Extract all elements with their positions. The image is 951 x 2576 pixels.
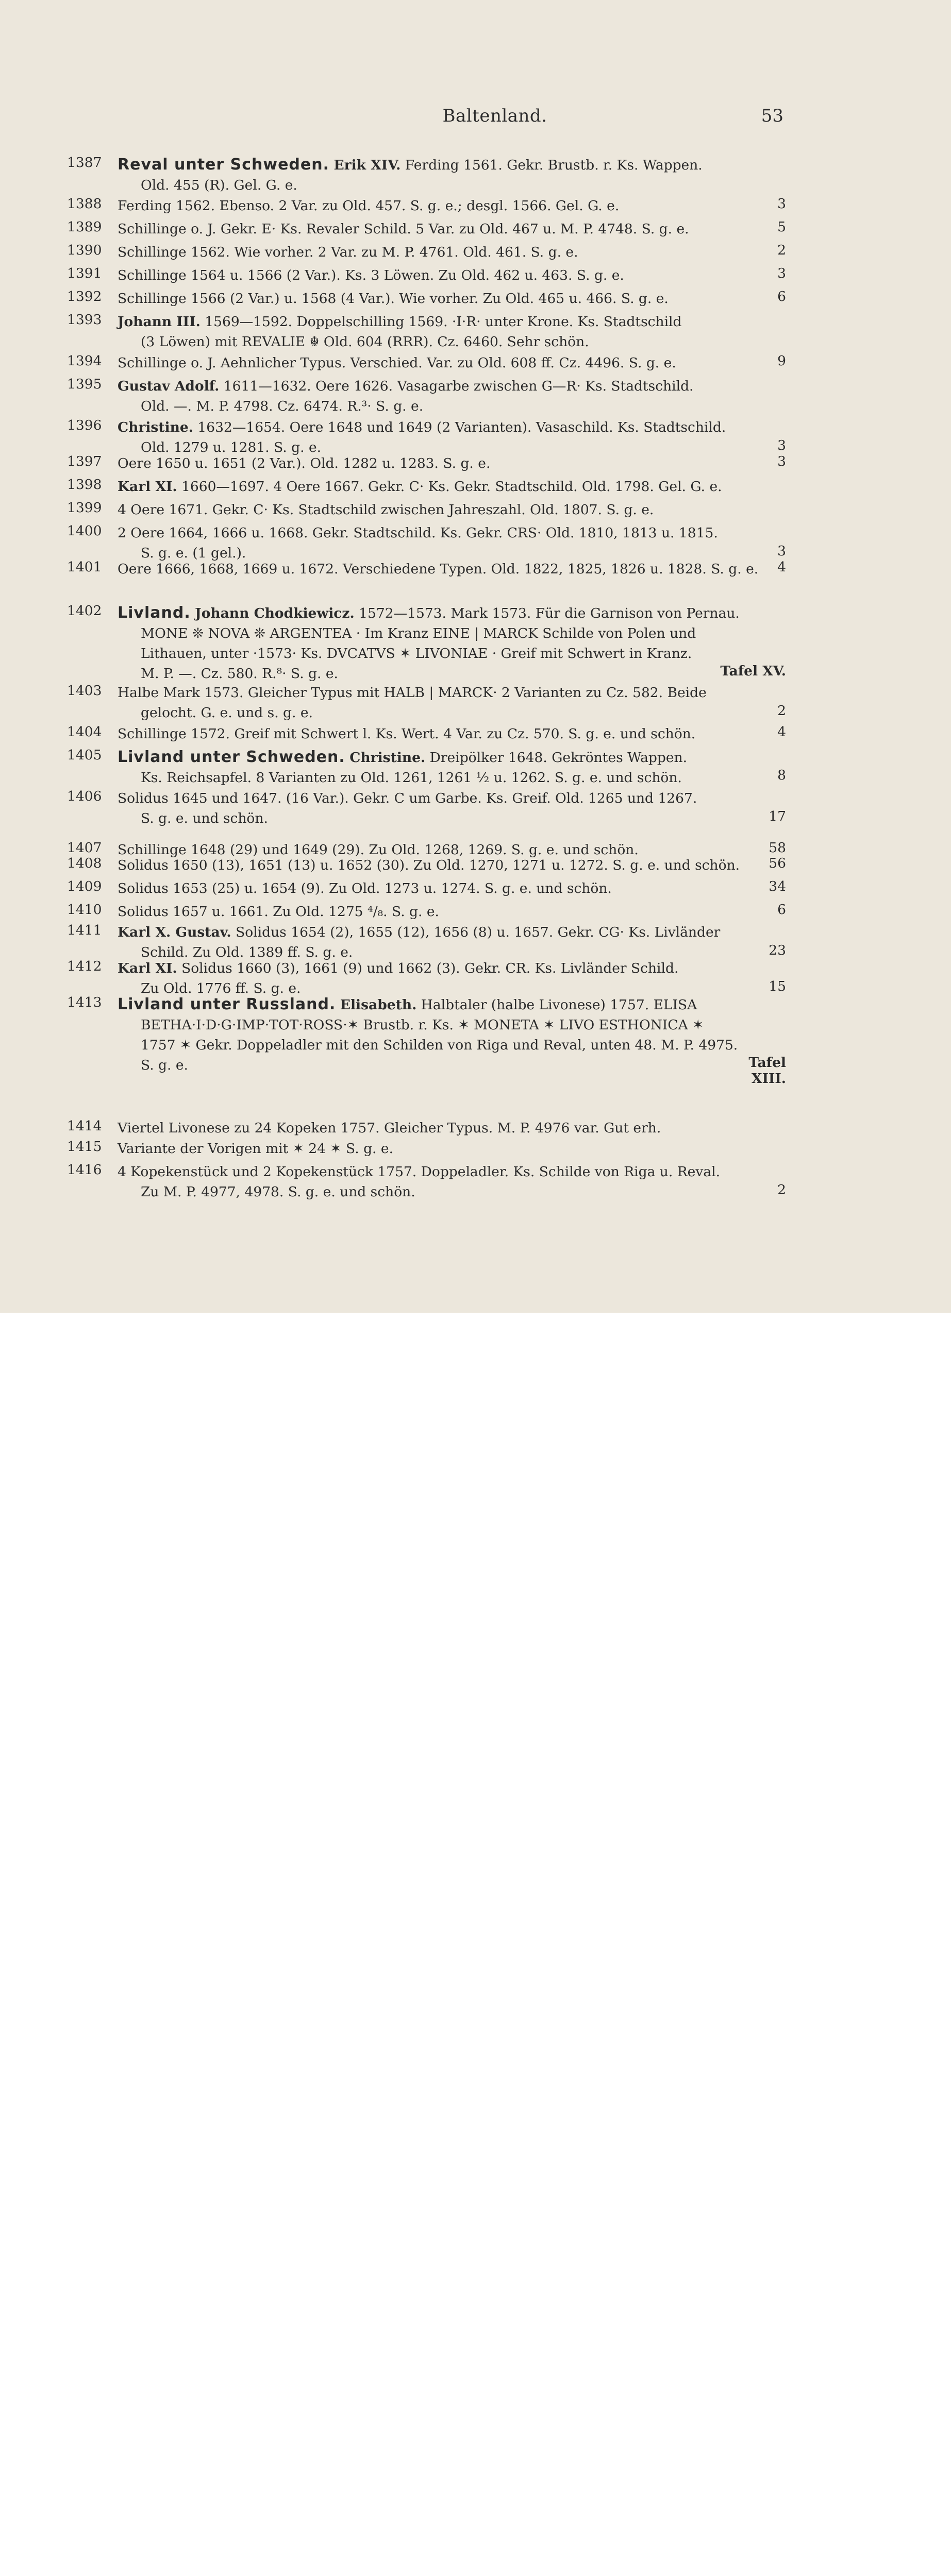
entry-segment: Schillinge o. J. Aehnlicher Typus. Verschied. Var. zu Old. 608 ff. Cz. 4496. S. g. e. [118,355,676,371]
entry-segment: 4 Oere 1671. Gekr. C· Ks. Stadtschild zwischen Jahreszahl. Old. 1807. S. g. e. [118,502,654,518]
entry-segment: Schillinge 1572. Greif mit Schwert l. Ks. Wert. 4 Var. zu Cz. 570. S. g. e. und schön. [118,726,696,742]
entry-number: 1401 [67,559,102,575]
entry-segment: MONE ❊ NOVA ❊ ARGENTEA · Im Kranz EINE | MARCK Schilde von Polen und [141,625,696,641]
running-title: Baltenland. [442,106,547,126]
entry-text [118,500,758,520]
entry-segment: Old. 1279 u. 1281. S. g. e. [141,439,322,455]
entry-line [118,643,758,664]
entry-segment: Halbe Mark 1573. Gleicher Typus mit HALB | MARCK· 2 Varianten zu Cz. 582. Beide [118,685,707,701]
entry-line [118,523,758,543]
entry-text [118,1118,758,1138]
entry-line [118,1015,758,1035]
ruler-name: Elisabeth. [340,997,417,1013]
ruler-name: Christine. [349,750,426,766]
entry-text [118,902,758,922]
entry-segment: Dreipölker 1648. Gekröntes Wappen. [425,750,687,766]
entry-count: 6 [777,289,786,304]
entry-line [118,994,758,1015]
ruler-name: Erik XIV. [333,157,401,173]
entry-line [118,788,758,808]
entry-line [118,1162,758,1182]
entry-segment: S. g. e. und schön. [141,810,268,826]
entry-segment: Oere 1666, 1668, 1669 u. 1672. Verschiedene Typen. Old. 1822, 1825, 1826 u. 1828. S. g. e. [118,561,759,577]
entry-segment: Ks. Reichsapfel. 8 Varianten zu Old. 1261, 1261 ½ u. 1262. S. g. e. und schön. [141,770,682,786]
entry-number: 1411 [67,922,102,938]
entry-segment: Ferding 1562. Ebenso. 2 Var. zu Old. 457. S. g. e.; desgl. 1566. Gel. G. e. [118,198,620,214]
entry-text [118,196,758,216]
entry-line [118,1182,758,1202]
entry-line [118,219,758,239]
entry-segment: Schillinge 1564 u. 1566 (2 Var.). Ks. 3 Löwen. Zu Old. 462 u. 463. S. g. e. [118,267,624,283]
entry-count: 2 [777,703,786,719]
entry-text [118,747,758,788]
entry-count: 4 [777,724,786,740]
section-heading: Reval unter Schweden. [118,156,329,174]
section-heading: Livland. [118,604,191,622]
entry-line [118,768,758,788]
entry-number: 1392 [67,289,102,304]
entry-count: 6 [777,902,786,918]
entry-number: 1398 [67,477,102,493]
entry-segment: Solidus 1653 (25) u. 1654 (9). Zu Old. 1273 u. 1274. S. g. e. und schön. [118,880,612,896]
entry-text [118,155,758,195]
entry-text [118,603,758,684]
entry-line [118,1118,758,1138]
entry-count: 3 [777,437,786,453]
ruler-name: Christine. [118,419,193,435]
entry-line [118,417,758,437]
entry-line [118,808,758,828]
entry-text [118,453,758,473]
entry-number: 1412 [67,958,102,974]
entry-number: 1390 [67,242,102,258]
entry-line [118,922,758,942]
entry-count: 2 [777,1182,786,1198]
entry-segment [191,605,195,621]
entry-text [118,417,758,457]
entry-line [118,155,758,175]
entry-line [118,1035,758,1055]
entry-count: 3 [777,265,786,281]
entry-segment: 1611—1632. Oere 1626. Vasagarbe zwischen G—R· Ks. Stadtschild. [219,378,694,394]
entry-line [118,376,758,396]
entry-number: 1407 [67,840,102,856]
entry-segment: Solidus 1650 (13), 1651 (13) u. 1652 (30). Zu Old. 1270, 1271 u. 1272. S. g. e. und schön. [118,857,740,873]
entry-count: 23 [769,942,786,958]
entry-text [118,878,758,899]
entry-number: 1391 [67,265,102,281]
entry-line [118,703,758,723]
entry-number: 1399 [67,500,102,516]
ruler-name: Gustav Adolf. [118,378,220,394]
entry-line [118,500,758,520]
plate-reference: Tafel XIII. [748,1055,786,1087]
entry-count: 15 [769,978,786,994]
ruler-name: Karl XI. [118,479,177,495]
entry-text [118,1162,758,1202]
entry-segment: S. g. e. (1 gel.). [141,545,246,561]
entry-line [118,724,758,744]
entry-number: 1396 [67,417,102,433]
entry-line [118,332,758,352]
plate-reference: Tafel XV. [720,663,786,679]
entry-count: 17 [769,808,786,824]
entry-line [118,353,758,373]
entry-segment: S. g. e. [141,1057,188,1073]
entry-line [118,603,758,623]
entry-number: 1404 [67,724,102,740]
entry-text [118,994,758,1075]
entry-text [118,724,758,744]
entry-segment: Schillinge 1566 (2 Var.) u. 1568 (4 Var.). Wie vorher. Zu Old. 465 u. 466. S. g. e. [118,291,669,307]
entry-line [118,196,758,216]
entry-segment: Schillinge o. J. Gekr. E· Ks. Revaler Schild. 5 Var. zu Old. 467 u. M. P. 4748. S. g. e. [118,221,689,237]
entry-text [118,1139,758,1159]
entry-segment: Zu Old. 1776 ff. S. g. e. [141,980,301,996]
entry-count: 2 [777,242,786,258]
entry-number: 1394 [67,353,102,369]
entry-count: 3 [777,196,786,212]
entry-number: 1409 [67,878,102,894]
entry-line [118,175,758,195]
entry-segment: 1757 ✶ Gekr. Doppeladler mit den Schilden von Riga und Reval, unten 48. M. P. 4975. [141,1037,738,1053]
entry-text [118,683,758,723]
entry-line [118,559,758,579]
entry-number: 1413 [67,994,102,1010]
entry-number: 1405 [67,747,102,763]
entry-number: 1395 [67,376,102,392]
entry-line [118,1139,758,1159]
entry-line [118,623,758,643]
entry-number: 1410 [67,902,102,918]
entry-line [118,242,758,262]
page-number: 53 [761,106,783,126]
entry-segment [345,750,349,766]
entry-line [118,683,758,703]
entry-number: 1387 [67,155,102,171]
entry-line [118,289,758,309]
entry-line [118,747,758,768]
entry-count: 56 [769,855,786,871]
entry-count: 5 [777,219,786,235]
entry-segment: 1569—1592. Doppelschilling 1569. ·I·R· unter Krone. Ks. Stadtschild [200,314,682,330]
entry-line [118,1055,758,1075]
footer [0,1313,951,1381]
entry-line [118,396,758,416]
entry-segment: Ferding 1561. Gekr. Brustb. r. Ks. Wappen. [401,157,703,173]
entry-segment: BETHA·I·D·G·IMP·TOT·ROSS·✶ Brustb. r. Ks. ✶ MONETA ✶ LIVO ESTHONICA ✶ [141,1017,704,1033]
entry-segment: gelocht. G. e. und s. g. e. [141,705,313,721]
entry-segment: Viertel Livonese zu 24 Kopeken 1757. Gleicher Typus. M. P. 4976 var. Gut erh. [118,1120,661,1136]
entry-segment: Solidus 1660 (3), 1661 (9) und 1662 (3). Gekr. CR. Ks. Livländer Schild. [177,960,679,976]
entry-segment: Zu M. P. 4977, 4978. S. g. e. und schön. [141,1184,415,1200]
entry-number: 1389 [67,219,102,235]
ruler-name: Karl X. Gustav. [118,924,231,940]
section-heading: Livland unter Schweden. [118,748,345,766]
entry-text [118,219,758,239]
ruler-name: Johann Chodkiewicz. [195,605,355,621]
entry-line [118,878,758,899]
entry-text [118,922,758,962]
entry-segment: Old. 455 (R). Gel. G. e. [141,177,297,193]
entry-segment: 1572—1573. Mark 1573. Für die Garnison von Pernau. [354,605,740,621]
entry-segment: Old. —. M. P. 4798. Cz. 6474. R.³· S. g. e. [141,398,424,414]
ruler-name: Johann III. [118,314,201,330]
entry-number: 1414 [67,1118,102,1134]
entry-text [118,477,758,497]
entry-text [118,559,758,579]
entry-segment: Solidus 1645 und 1647. (16 Var.). Gekr. C um Garbe. Ks. Greif. Old. 1265 und 1267. [118,790,697,806]
entry-line [118,855,758,875]
entry-count: 34 [769,878,786,894]
entry-segment: M. P. —. Cz. 580. R.⁸· S. g. e. [141,666,338,682]
entry-text [118,788,758,828]
entry-segment: 2 Oere 1664, 1666 u. 1668. Gekr. Stadtschild. Ks. Gekr. CRS· Old. 1810, 1813 u. 1815. [118,525,718,541]
entry-segment: Solidus 1654 (2), 1655 (12), 1656 (8) u. 1657. Gekr. CG· Ks. Livländer [231,924,721,940]
entry-line [118,664,758,684]
entry-count: 9 [777,353,786,369]
entry-number: 1393 [67,312,102,328]
entry-segment: 1632—1654. Oere 1648 und 1649 (2 Varianten). Vasaschild. Ks. Stadtschild. [193,419,726,435]
entry-segment: Halbtaler (halbe Livonese) 1757. ELISA [416,997,697,1013]
entry-segment: Schillinge 1562. Wie vorher. 2 Var. zu M. P. 4761. Old. 461. S. g. e. [118,244,578,260]
entry-number: 1400 [67,523,102,539]
entry-line [118,477,758,497]
ruler-name: Karl XI. [118,960,177,976]
entry-number: 1406 [67,788,102,804]
section-heading: Livland unter Russland. [118,995,336,1013]
entry-count: 8 [777,767,786,783]
entry-line [118,958,758,978]
entry-segment [336,997,340,1013]
entry-text [118,958,758,998]
entry-count: 4 [777,559,786,575]
entry-segment: (3 Löwen) mit REVALIE ☬ Old. 604 (RRR). Cz. 6460. Sehr schön. [141,334,589,350]
entry-segment: 4 Kopekenstück und 2 Kopekenstück 1757. Doppeladler. Ks. Schilde von Riga u. Reval. [118,1164,721,1180]
entry-line [118,265,758,285]
entry-text [118,353,758,373]
entry-number: 1388 [67,196,102,212]
entry-line [118,453,758,473]
entry-line [118,902,758,922]
entry-text [118,265,758,285]
entry-segment: Solidus 1657 u. 1661. Zu Old. 1275 ⁴/₈. S. g. e. [118,904,439,920]
entry-segment: Oere 1650 u. 1651 (2 Var.). Old. 1282 u. 1283. S. g. e. [118,455,491,471]
entry-line [118,312,758,332]
entry-count: 58 [769,840,786,856]
entry-text [118,242,758,262]
entry-segment: 1660—1697. 4 Oere 1667. Gekr. C· Ks. Gekr. Stadtschild. Old. 1798. Gel. G. e. [177,479,722,495]
entry-count: 3 [777,543,786,559]
entry-segment: Lithauen, unter ·1573· Ks. DVCATVS ✶ LIVONIAE · Greif mit Schwert in Kranz. [141,646,692,662]
entry-number: 1416 [67,1162,102,1178]
entry-count: 3 [777,453,786,469]
entry-number: 1403 [67,683,102,699]
entry-number: 1397 [67,453,102,469]
entry-text [118,376,758,416]
entry-segment: Schillinge 1648 (29) und 1649 (29). Zu Old. 1268, 1269. S. g. e. und schön. [118,842,639,858]
entry-number: 1415 [67,1139,102,1155]
entry-text [118,523,758,563]
entry-text [118,855,758,875]
entry-text [118,289,758,309]
entry-number: 1402 [67,603,102,619]
entry-text [118,312,758,352]
entry-segment: Variante der Vorigen mit ✶ 24 ✶ S. g. e. [118,1141,393,1157]
entry-number: 1408 [67,855,102,871]
entry-segment: Schild. Zu Old. 1389 ff. S. g. e. [141,944,353,960]
